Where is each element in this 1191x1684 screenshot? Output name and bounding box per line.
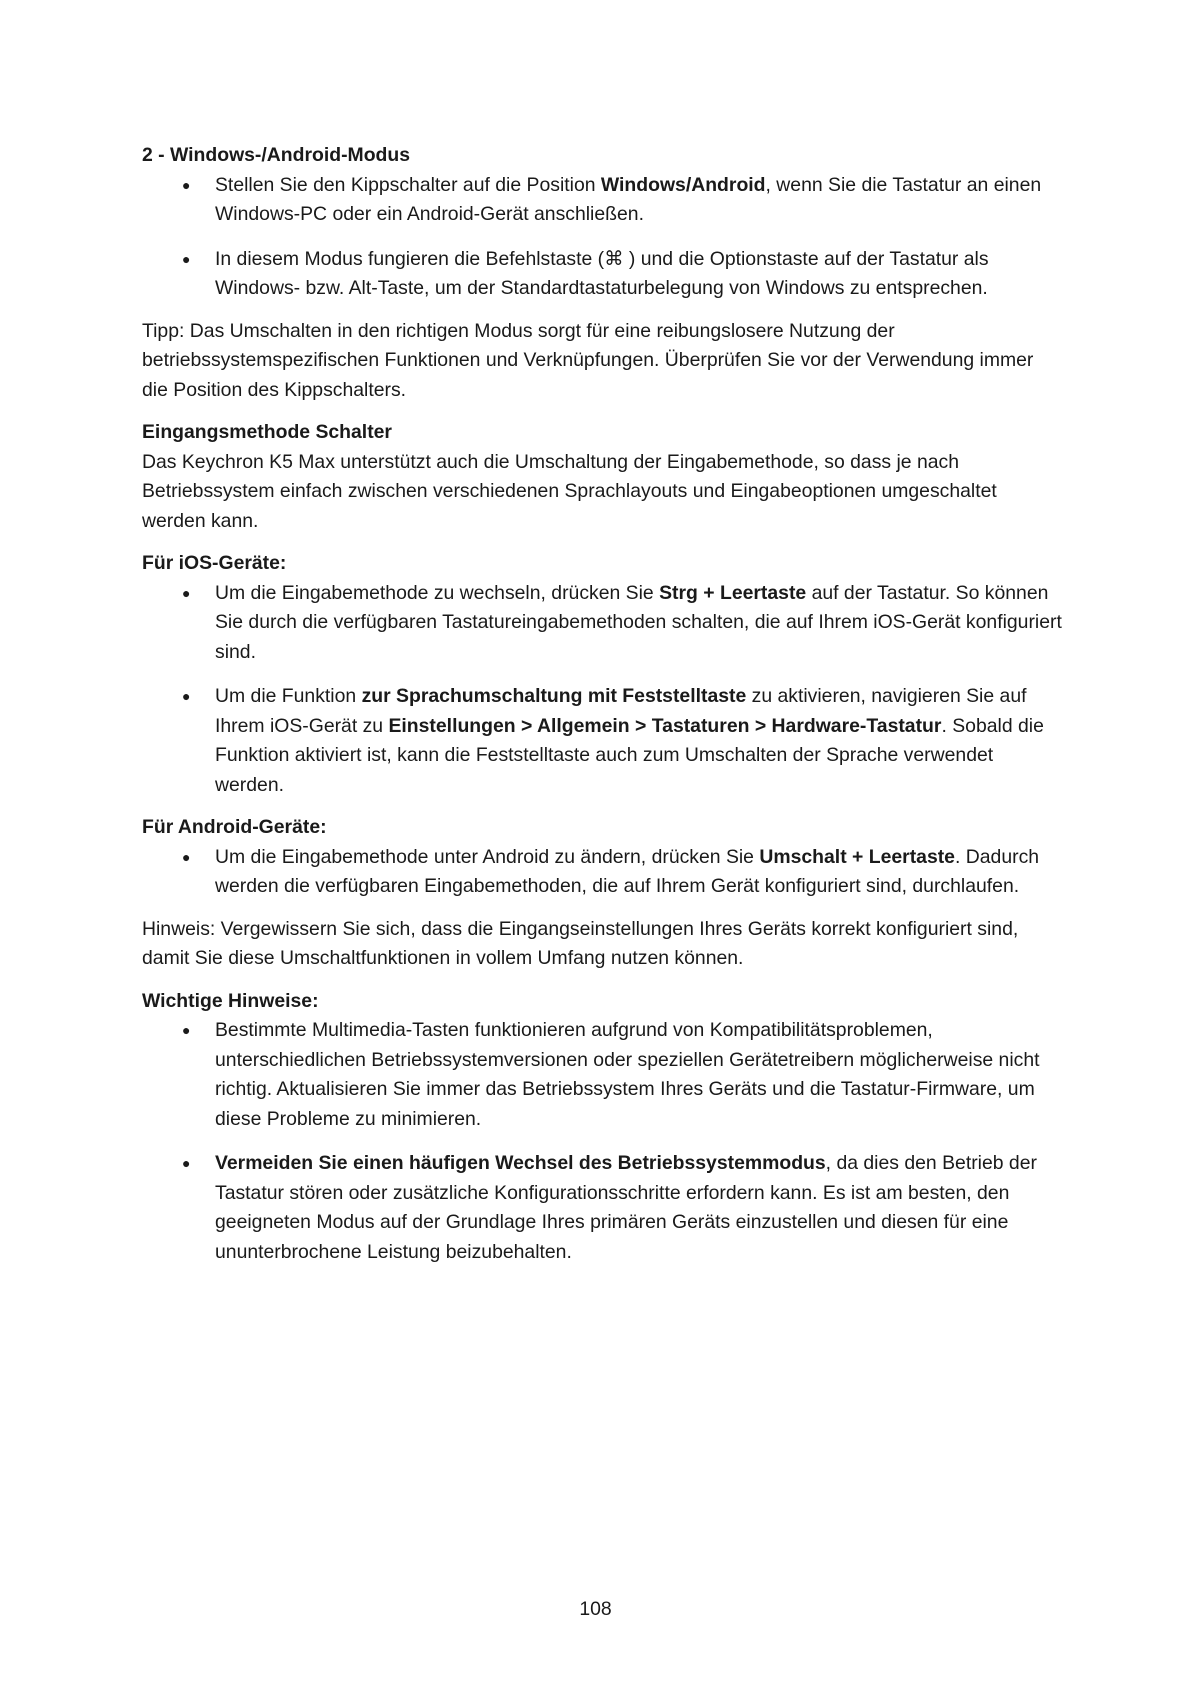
list-item: ● Vermeiden Sie einen häufigen Wechsel des Betriebssystemmodus, da dies den Betrieb der Tastatur stören oder zusätzliche Konfigurationsschritte erfordern kann. Es ist am besten, den geeigneten Modus auf der Grundlage Ihres primären Geräts einzustellen und diesen für eine ununterbrochene Leistung beizubehalten. bbox=[142, 1149, 1062, 1267]
important-list bbox=[142, 1016, 1062, 1267]
bullet-icon: ● bbox=[182, 250, 191, 267]
windows-mode-list bbox=[142, 171, 1062, 304]
list-item: ● Um die Funktion zur Sprachumschaltung mit Feststelltaste zu aktivieren, navigieren Sie auf Ihrem iOS-Gerät zu Einstellungen > Allgemein > Tastaturen > Hardware-Tastatur. Sobald die Funktion aktiviert ist, kann die Feststelltaste auch zum Umschalten der Sprache verwendet werden. bbox=[142, 682, 1062, 800]
bullet-icon: ● bbox=[182, 1155, 191, 1171]
section-heading-windows-mode: 2 - Windows-/Android-Modus bbox=[142, 144, 411, 166]
list-item: ● Stellen Sie den Kippschalter auf die Position Windows/Android, wenn Sie die Tastatur an einen Windows-PC oder ein Android-Gerät anschließen. bbox=[142, 171, 1062, 230]
bullet-icon: ● bbox=[182, 176, 191, 193]
page-number: 108 bbox=[579, 1598, 612, 1620]
document-page bbox=[142, 141, 1062, 1280]
list-item: ● Um die Eingabemethode zu wechseln, drücken Sie Strg + Leertaste auf der Tastatur. So können Sie durch die verfügbaren Tastatureingabemethoden schalten, die auf Ihrem iOS-Gerät konfiguriert sind. bbox=[142, 579, 1062, 668]
android-list bbox=[142, 843, 1062, 902]
bullet-icon: ● bbox=[182, 688, 191, 704]
hint-paragraph: Hinweis: Vergewissern Sie sich, dass die Eingangseinstellungen Ihres Geräts korrekt konfiguriert sind, damit Sie diese Umschaltfunktionen in vollem Umfang nutzen können. bbox=[142, 917, 1019, 969]
list-item: ● Um die Eingabemethode unter Android zu ändern, drücken Sie Umschalt + Leertaste. Dadurch werden die verfügbaren Eingabemethoden, die auf Ihrem Gerät konfiguriert sind, durchlaufen. bbox=[142, 843, 1062, 902]
section-heading-android: Für Android-Geräte: bbox=[142, 816, 327, 838]
section-heading-ios: Für iOS-Geräte: bbox=[142, 552, 287, 574]
bullet-icon: ● bbox=[182, 848, 191, 865]
list-item: ● In diesem Modus fungieren die Befehlstaste (⌘ ) und die Optionstaste auf der Tastatur als Windows- bzw. Alt-Taste, um der Standardtastaturbelegung von Windows zu entsprechen. bbox=[142, 245, 1062, 304]
ios-list bbox=[142, 579, 1062, 801]
section-heading-important: Wichtige Hinweise: bbox=[142, 989, 319, 1012]
bullet-icon: ● bbox=[182, 584, 191, 601]
bullet-icon: ● bbox=[182, 1022, 191, 1038]
list-item: ● Bestimmte Multimedia-Tasten funktionieren aufgrund von Kompatibilitätsproblemen, unterschiedlichen Betriebssystemversionen oder speziellen Gerätetreibern möglicherweise nicht richtig. Aktualisieren Sie immer das Betriebssystem Ihres Geräts und die Tastatur-Firmware, um diese Probleme zu minimieren. bbox=[142, 1016, 1062, 1134]
input-method-paragraph: Das Keychron K5 Max unterstützt auch die Umschaltung der Eingabemethode, so dass je nach Betriebssystem einfach zwischen verschiedenen Sprachlayouts und Eingabeoptionen umgeschaltet werden kann. bbox=[142, 450, 997, 532]
section-heading-input-method: Eingangsmethode Schalter bbox=[142, 421, 392, 443]
tip-paragraph: Tipp: Das Umschalten in den richtigen Modus sorgt für eine reibungslosere Nutzung der betriebssystemspezifischen Funktionen und Verknüpfungen. Überprüfen Sie vor der Verwendung immer die Position des Kippschalters. bbox=[142, 319, 1034, 401]
